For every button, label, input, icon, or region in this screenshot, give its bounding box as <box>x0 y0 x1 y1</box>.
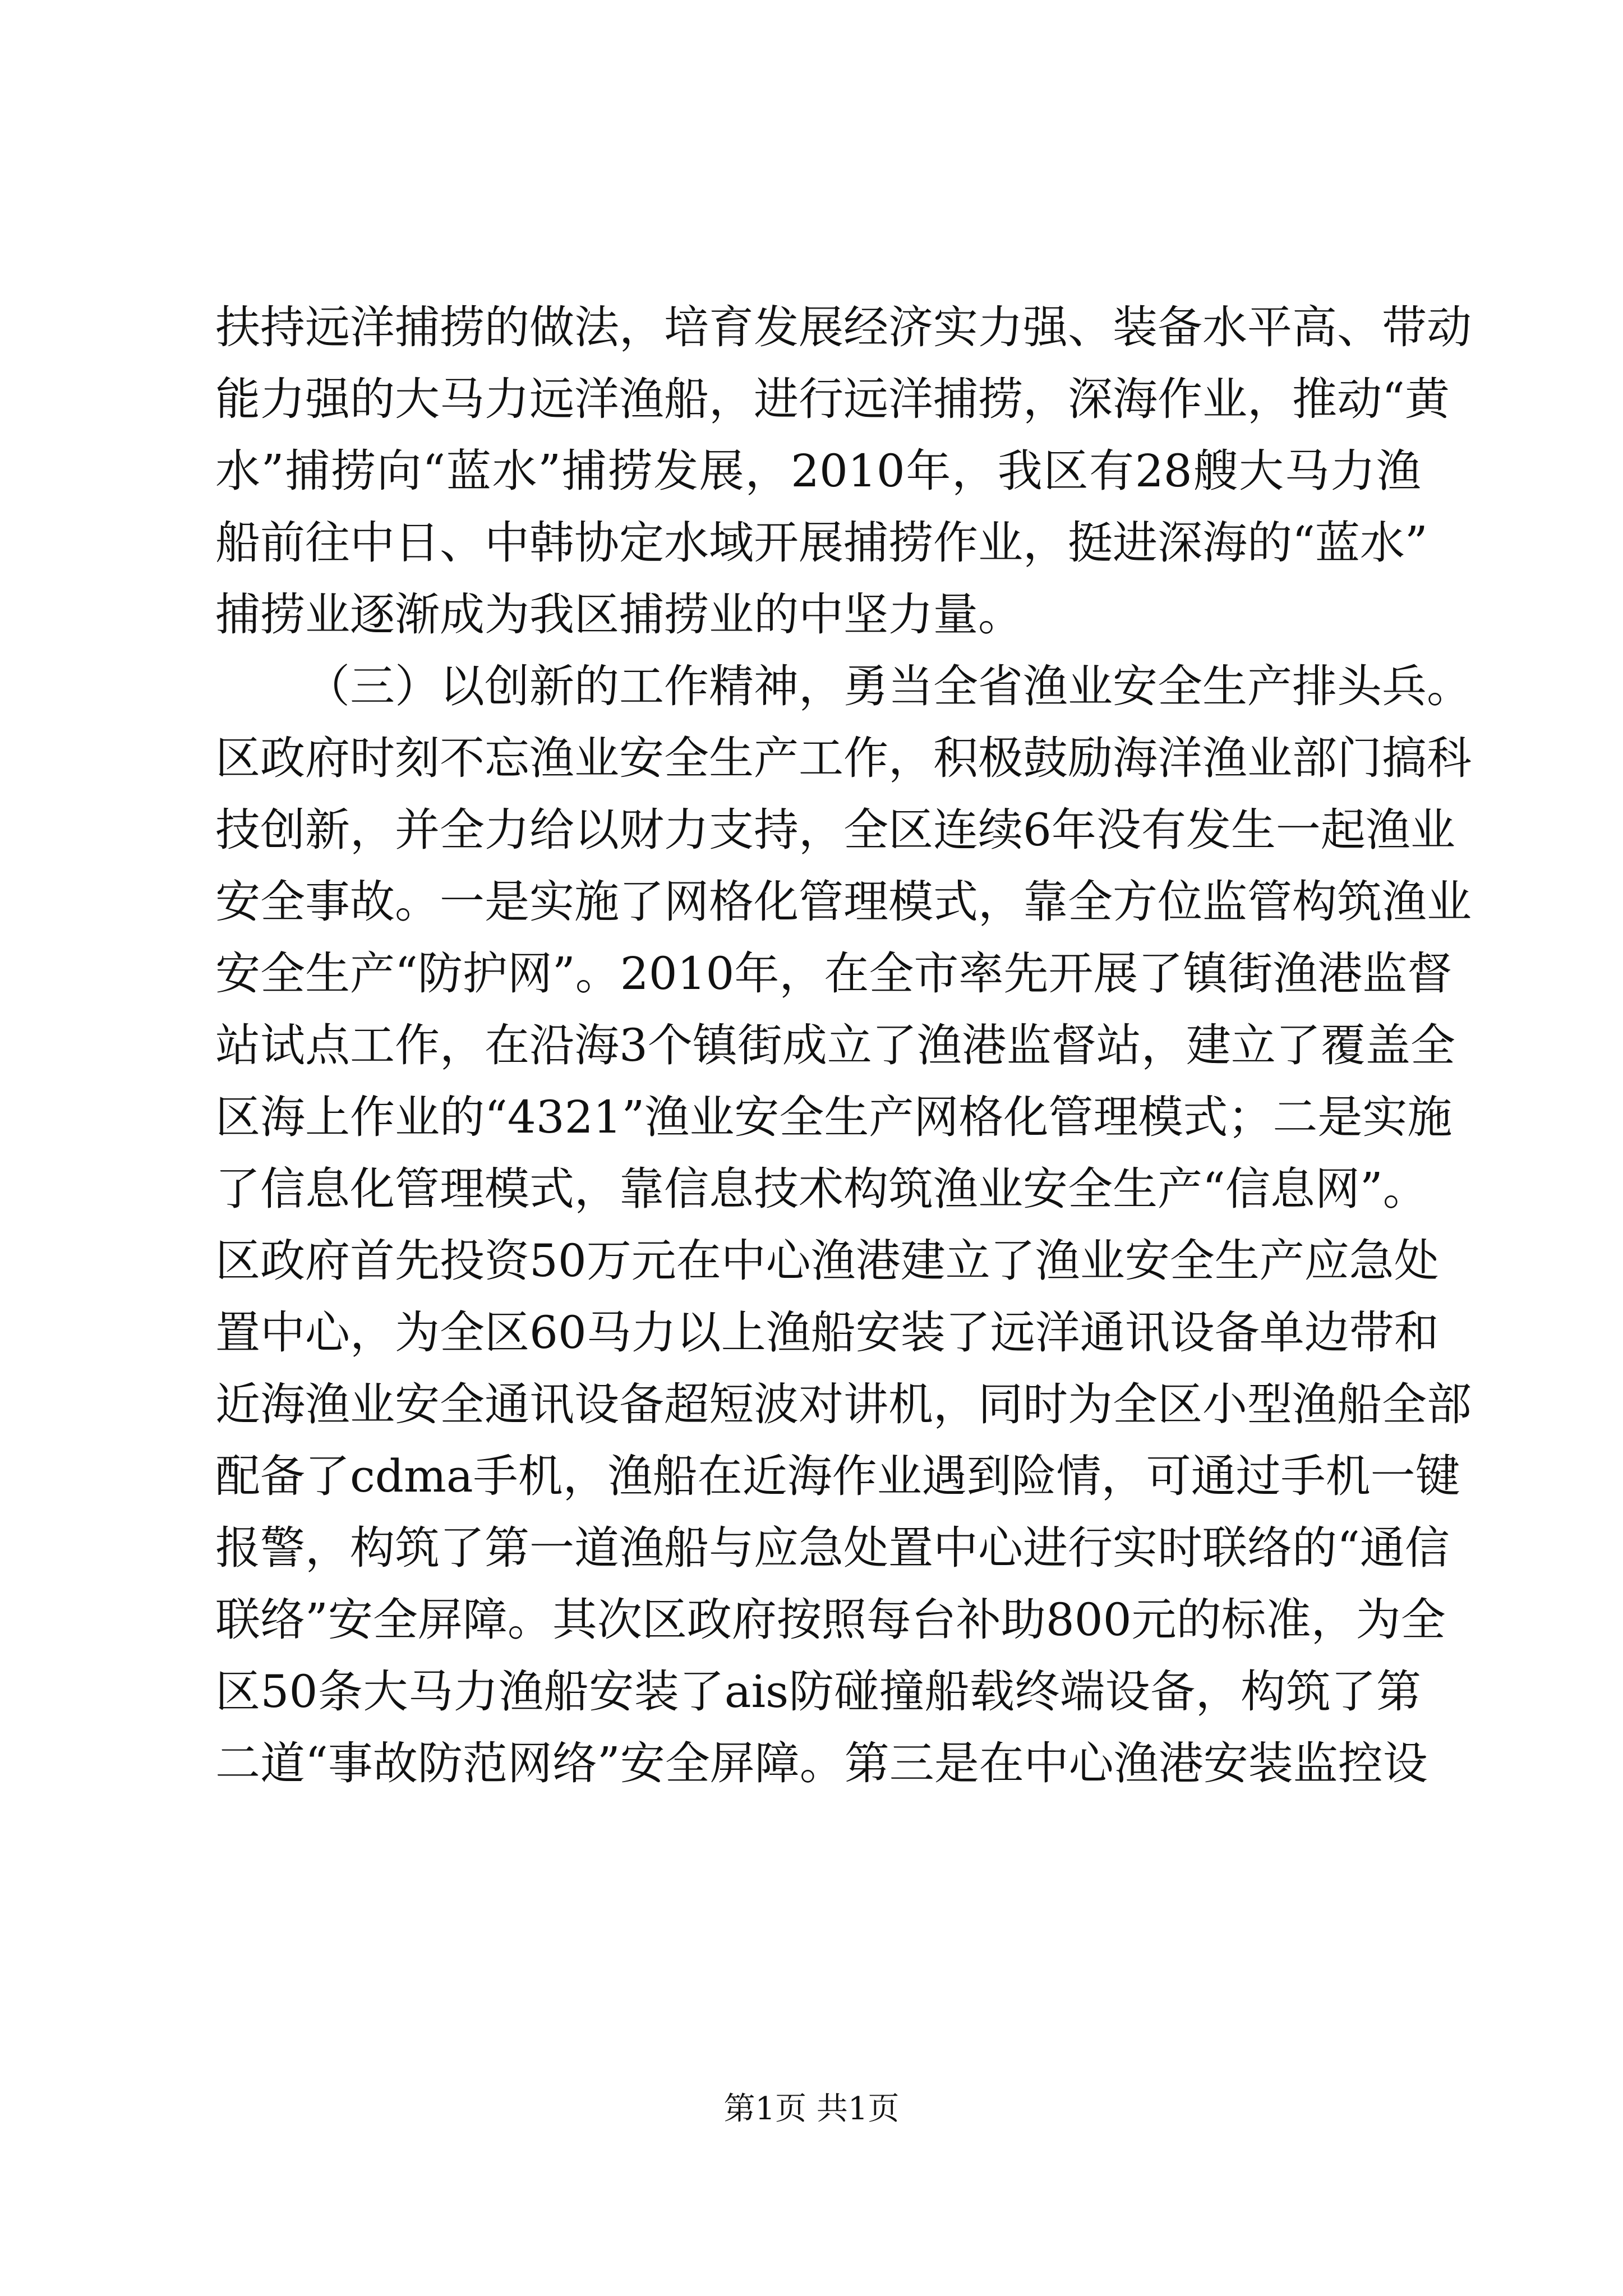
document-body <box>215 292 1472 1800</box>
text-line-9: 安全事故。一是实施了网格化管理模式，靠全方位监管构筑渔业 <box>215 876 1472 928</box>
text-line-21: 二道“事故防范网络”安全屏障。第三是在中心渔港安装监控设 <box>215 1737 1428 1789</box>
text-line-16: 近海渔业安全通讯设备超短波对讲机，同时为全区小型渔船全部 <box>215 1378 1472 1430</box>
text-line-15: 置中心，为全区60马力以上渔船安装了远洋通讯设备单边带和 <box>215 1306 1439 1359</box>
text-line-12: 区海上作业的“4321”渔业安全生产网格化管理模式；二是实施 <box>215 1091 1453 1143</box>
section-heading-line: （三）以创新的工作精神，勇当全省渔业安全生产排头兵。 <box>305 660 1472 712</box>
text-line-17: 配备了cdma手机，渔船在近海作业遇到险情，可通过手机一键 <box>215 1450 1460 1502</box>
text-line-1: 扶持远洋捕捞的做法，培育发展经济实力强、装备水平高、带动 <box>215 301 1472 353</box>
text-line-8: 技创新，并全力给以财力支持，全区连续6年没有发生一起渔业 <box>215 804 1455 856</box>
text-line-19: 联络”安全屏障。其次区政府按照每台补助800元的标准，为全 <box>215 1594 1446 1646</box>
text-line-5: 捕捞业逐渐成为我区捕捞业的中坚力量。 <box>215 588 1023 641</box>
text-line-14: 区政府首先投资50万元在中心渔港建立了渔业安全生产应急处 <box>215 1235 1439 1287</box>
text-line-11: 站试点工作，在沿海3个镇街成立了渔港监督站，建立了覆盖全 <box>215 1019 1455 1071</box>
page-footer <box>0 2087 1623 2132</box>
text-line-7: 区政府时刻不忘渔业安全生产工作，积极鼓励海洋渔业部门搞科 <box>215 732 1472 784</box>
text-line-2: 能力强的大马力远洋渔船，进行远洋捕捞，深海作业，推动“黄 <box>215 373 1450 425</box>
text-line-18: 报警，构筑了第一道渔船与应急处置中心进行实时联络的“通信 <box>215 1522 1450 1574</box>
text-line-4: 船前往中日、中韩协定水域开展捕捞作业，挺进深海的“蓝水” <box>215 517 1428 569</box>
page-number-label: 第1页 共1页 <box>723 2091 900 2127</box>
text-line-3: 水”捕捞向“蓝水”捕捞发展，2010年，我区有28艘大马力渔 <box>215 445 1421 497</box>
text-line-10: 安全生产“防护网”。2010年，在全市率先开展了镇街渔港监督 <box>215 947 1453 1000</box>
text-line-13: 了信息化管理模式，靠信息技术构筑渔业安全生产“信息网”。 <box>215 1163 1428 1215</box>
text-line-20: 区50条大马力渔船安装了ais防碰撞船载终端设备，构筑了第 <box>215 1665 1421 1718</box>
